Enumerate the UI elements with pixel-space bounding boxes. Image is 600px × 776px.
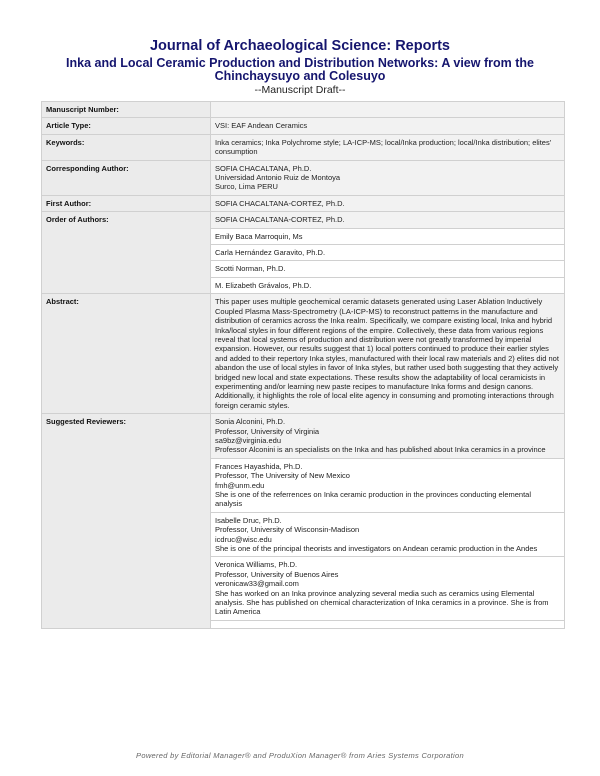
- footer-credit: Powered by Editorial Manager® and ProduXion Manager® from Aries Systems Corporation: [136, 751, 464, 760]
- manuscript-draft-label: --Manuscript Draft--: [254, 84, 346, 96]
- author-item: Emily Baca Marroquin, Ms: [211, 228, 565, 244]
- manuscript-number-value: [211, 102, 565, 118]
- table-row: [42, 294, 565, 414]
- article-type-value: VSI: EAF Andean Ceramics: [211, 118, 565, 134]
- journal-title: Journal of Archaeological Science: Reports: [149, 38, 450, 54]
- first-author-value: SOFIA CHACALTANA-CORTEZ, Ph.D.: [211, 195, 565, 211]
- keywords-label: Keywords:: [42, 134, 211, 160]
- manuscript-info-table: [41, 101, 565, 629]
- manuscript-number-label: Manuscript Number:: [42, 102, 211, 118]
- author-item: M. Elizabeth Grávalos, Ph.D.: [211, 277, 565, 293]
- abstract-label: Abstract:: [42, 294, 211, 414]
- table-row: [42, 414, 565, 459]
- table-row: [42, 134, 565, 160]
- keywords-value: Inka ceramics; Inka Polychrome style; LA-ICP-MS; local/Inka production; local/Inka distribution; elites' consumption: [211, 134, 565, 160]
- author-item: SOFIA CHACALTANA-CORTEZ, Ph.D.: [211, 212, 565, 228]
- corresponding-author-value: SOFIA CHACALTANA, Ph.D. Universidad Antonio Ruiz de Montoya Surco, Lima PERU: [211, 160, 565, 195]
- author-item: Scotti Norman, Ph.D.: [211, 261, 565, 277]
- reviewer-item: Veronica Williams, Ph.D. Professor, University of Buenos Aires veronicaw33@gmail.com She has worked on an Inka province analyzing several media such as ceramics using Elemental analysis. She has published on chemical characterization of Inka ceramics in a province. She is from Latin America: [211, 557, 565, 620]
- table-row: [42, 102, 565, 118]
- reviewer-item: Sonia Alconini, Ph.D. Professor, University of Virginia sa9bz@virginia.edu Professor Alconini is an specialists on the Inka and has published about Inka ceramics in a province: [211, 414, 565, 459]
- abstract-text: This paper uses multiple geochemical ceramic datasets generated using Laser Ablation Inductively Coupled Plasma Mass-Spectrometry (LA-ICP-MS) to reconstruct patterns in the manufacture and distribution of ceramics across the Inka realm. Specifically, we compare existing local, Inka and hybrid Inka/local styles in four different regions of the empire. Collectively, these data from various regions reveal that local systems of production and distribution were not greatly transformed by imperial expansion. However, our results suggest that 1) local potters continued to produce their earlier styles and added to their repertory Inka styles, manufactured with their local raw materials and 2) elites did not abandon the use of local styles in favor of Inka styles, but rather used both suggesting that they actively bridged new local and state expectations. These results show the adaptability of local ceramicists in experimenting and/or learning new paste recipes to manufacture Inka forms and design canons. Additionally, it highlights the role of local elite agency in consuming and promoting interactions through foreign ceramic styles.: [211, 294, 565, 414]
- table-row: [42, 195, 565, 211]
- article-type-label: Article Type:: [42, 118, 211, 134]
- order-of-authors-label: Order of Authors:: [42, 212, 211, 294]
- suggested-reviewers-label: Suggested Reviewers:: [42, 414, 211, 629]
- table-row: [42, 118, 565, 134]
- table-row: [42, 160, 565, 195]
- table-row: [42, 212, 565, 228]
- reviewer-item: Isabelle Druc, Ph.D. Professor, University of Wisconsin-Madison icdruc@wisc.edu She is one of the principal theorists and investigators on Andean ceramic production in the Andes: [211, 512, 565, 557]
- empty-reviewer-cell: [211, 620, 565, 628]
- first-author-label: First Author:: [42, 195, 211, 211]
- author-item: Carla Hernández Garavito, Ph.D.: [211, 245, 565, 261]
- reviewer-item: Frances Hayashida, Ph.D. Professor, The University of New Mexico fmh@unm.edu She is one of the referrences on Inka ceramic production in the provinces conducting elemental analysis: [211, 458, 565, 512]
- article-title: Inka and Local Ceramic Production and Distribution Networks: A view from the Chinchaysuyo and Colesuyo: [66, 56, 534, 83]
- corresponding-author-label: Corresponding Author:: [42, 160, 211, 195]
